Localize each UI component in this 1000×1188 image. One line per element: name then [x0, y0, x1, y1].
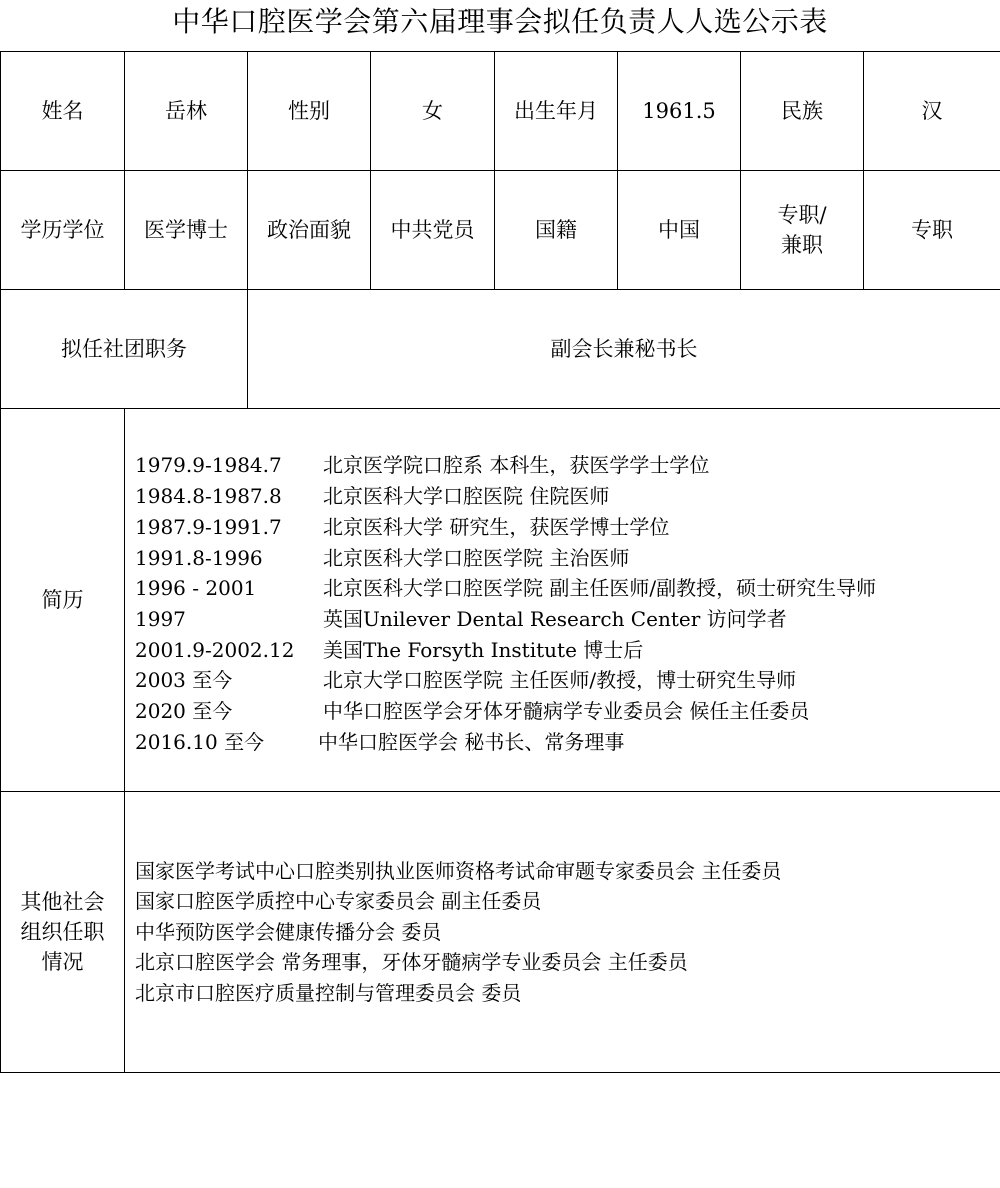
other-orgs-item: 北京市口腔医疗质量控制与管理委员会 委员: [135, 980, 522, 1005]
resume-entry-date: 1996 - 2001: [135, 576, 257, 601]
birth-date-label: 出生年月: [495, 52, 618, 171]
resume-entry-desc: 北京大学口腔医学院 主任医师/教授，博士研究生导师: [323, 668, 797, 693]
fulltime-parttime-value: 专职: [864, 171, 1000, 290]
resume-entry: [135, 481, 1000, 512]
other-orgs-label: [1, 792, 125, 1073]
proposed-position-row: [1, 290, 1000, 409]
resume-content: [125, 409, 1000, 792]
nationality-label: 国籍: [495, 171, 618, 290]
other-orgs-label-line2: 组织任职: [20, 920, 105, 944]
resume-entries: [135, 442, 1000, 757]
resume-entry-desc: 美国The Forsyth Institute 博士后: [323, 637, 644, 662]
resume-entry: [135, 450, 1000, 481]
other-orgs-item: 北京口腔医学会 常务理事，牙体牙髓病学专业委员会 主任委员: [135, 950, 688, 975]
resume-row: [1, 409, 1000, 792]
gender-value: 女: [371, 52, 495, 171]
resume-entry-date: 1997: [135, 607, 186, 631]
name-label: 姓名: [1, 52, 125, 171]
resume-entry-date: 1991.8-1996: [135, 545, 263, 570]
ethnicity-value: 汉: [864, 52, 1000, 171]
gender-label: 性别: [248, 52, 371, 171]
resume-entry-desc: 北京医学院口腔系 本科生，获医学学士学位: [323, 453, 710, 478]
resume-entry-date: 2003 至今: [135, 668, 233, 693]
resume-entry-desc: 北京医科大学口腔医院 住院医师: [323, 484, 610, 509]
resume-entry-date: 2001.9-2002.12: [135, 637, 295, 662]
other-orgs-list: [135, 856, 1000, 1009]
resume-entry: [135, 727, 1000, 758]
resume-entry: [135, 512, 1000, 543]
resume-entry-date: 1987.9-1991.7: [135, 514, 282, 539]
political-status-value: 中共党员: [371, 171, 495, 290]
education-info-row: [1, 171, 1000, 290]
resume-entry: [135, 696, 1000, 727]
other-orgs-item: 国家口腔医学质控中心专家委员会 副主任委员: [135, 889, 542, 914]
resume-entry: [135, 543, 1000, 574]
other-orgs-item: 国家医学考试中心口腔类别执业医师资格考试命审题专家委员会 主任委员: [135, 858, 782, 883]
resume-entry-desc: 中华口腔医学会 秘书长、常务理事: [318, 729, 625, 754]
proposed-position-label: 拟任社团职务: [1, 290, 248, 409]
ethnicity-label: 民族: [741, 52, 864, 171]
political-status-label: 政治面貌: [248, 171, 371, 290]
resume-entry: [135, 573, 1000, 604]
fulltime-parttime-label: [741, 171, 864, 290]
resume-entry-desc: 北京医科大学口腔医学院 副主任医师/副教授，硕士研究生导师: [323, 576, 877, 601]
fulltime-label-line2: 兼职: [781, 233, 823, 257]
other-orgs-label-line3: 情况: [41, 950, 84, 974]
nationality-value: 中国: [618, 171, 741, 290]
birth-date-value: 1961.5: [618, 52, 741, 171]
resume-entry: [135, 635, 1000, 666]
other-orgs-row: [1, 792, 1000, 1073]
resume-entry-desc: 北京医科大学口腔医学院 主治医师: [323, 545, 630, 570]
resume-label: 简历: [1, 409, 125, 792]
name-value: 岳林: [125, 52, 248, 171]
resume-entry-date: 2020 至今: [135, 699, 233, 724]
other-orgs-content: [125, 792, 1000, 1073]
page-title: 中华口腔医学会第六届理事会拟任负责人人选公示表: [172, 5, 828, 38]
resume-entry-desc: 英国Unilever Dental Research Center 访问学者: [323, 607, 787, 631]
resume-entry-date: 1979.9-1984.7: [135, 453, 282, 478]
education-label: 学历学位: [1, 171, 125, 290]
candidate-info-table: [0, 51, 1000, 1073]
other-orgs-label-line1: 其他社会: [20, 890, 105, 914]
resume-entry-date: 2016.10 至今: [135, 729, 265, 754]
fulltime-label-line1: 专职/: [777, 203, 827, 227]
proposed-position-value: 副会长兼秘书长: [248, 290, 1000, 409]
basic-info-row: [1, 52, 1000, 171]
other-orgs-item: 中华预防医学会健康传播分会 委员: [135, 919, 442, 944]
resume-entry-date: 1984.8-1987.8: [135, 484, 282, 509]
education-value: 医学博士: [125, 171, 248, 290]
resume-entry-desc: 中华口腔医学会牙体牙髓病学专业委员会 候任主任委员: [323, 699, 810, 724]
resume-entry: [135, 665, 1000, 696]
resume-entry: [135, 604, 1000, 635]
resume-entry-desc: 北京医科大学 研究生，获医学博士学位: [323, 514, 670, 539]
